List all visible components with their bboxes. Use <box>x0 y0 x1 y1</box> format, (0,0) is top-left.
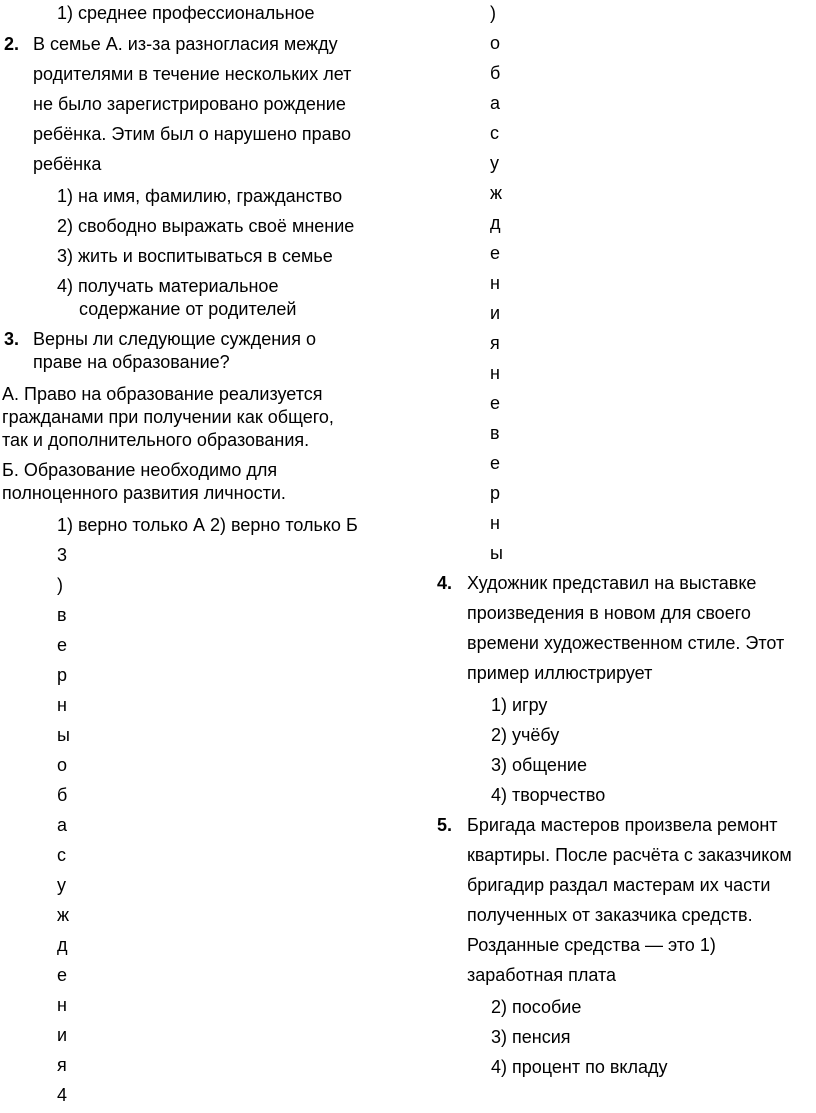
q5-question-line: заработная плата <box>467 965 617 985</box>
q3-vertical-char: ы <box>57 725 70 745</box>
q3-vertical-char: р <box>57 665 68 685</box>
q3-vertical-char: а <box>490 93 501 113</box>
q4-number: 4. <box>437 573 453 593</box>
q2-option-1: 1) на имя, фамилию, гражданство <box>57 186 343 206</box>
q3-vertical-char: н <box>490 513 500 533</box>
q4-option-1: 1) игру <box>491 695 548 715</box>
q4-question-line: произведения в новом для своего <box>467 603 751 623</box>
q3-question-line: Верны ли следующие суждения о <box>33 329 316 349</box>
q3-vertical-char: е <box>57 635 68 655</box>
q2-option-3: 3) жить и воспитываться в семье <box>57 246 333 266</box>
q5-question-line: Розданные средства — это 1) <box>467 935 716 955</box>
q5-question-line: полученных от заказчика средств. <box>467 905 753 925</box>
q3-vertical-char: я <box>490 333 500 353</box>
q5-question-line: бригадир раздал мастерам их части <box>467 875 771 895</box>
q5-question-line: квартиры. После расчёта с заказчиком <box>467 845 792 865</box>
q3-number: 3. <box>4 329 20 349</box>
q3-vertical-char: о <box>57 755 68 775</box>
q3-vertical-char: 4 <box>57 1085 68 1105</box>
q2-question-line: ребёнка. Этим был о нарушено право <box>33 124 352 144</box>
q2-question-line: В семье А. из-за разногласия между <box>33 34 338 54</box>
q3-vertical-char: в <box>57 605 67 625</box>
q3-vertical-char: д <box>57 935 68 955</box>
q3-statement-b: полноценного развития личности. <box>2 483 286 503</box>
q3-vertical-char: а <box>57 815 68 835</box>
q3-question-line: праве на образование? <box>33 352 230 372</box>
q1-option-1: 1) среднее профессиональное <box>57 3 315 23</box>
q3-statement-a: А. Право на образование реализуется <box>2 384 323 404</box>
q3-options-line: 1) верно только А 2) верно только Б <box>57 515 358 535</box>
q3-vertical-char: е <box>57 965 68 985</box>
q3-vertical-char: у <box>57 875 66 895</box>
q3-vertical-char: б <box>57 785 68 805</box>
q4-question-line: Художник представил на выставке <box>467 573 757 593</box>
q5-question-line: Бригада мастеров произвела ремонт <box>467 815 778 835</box>
q2-question-line: не было зарегистрировано рождение <box>33 94 346 114</box>
q3-vertical-char: в <box>490 423 500 443</box>
q3-vertical-char: ж <box>57 905 70 925</box>
q3-vertical-char: с <box>57 845 66 865</box>
q3-vertical-char: н <box>490 363 500 383</box>
q3-vertical-char: с <box>490 123 499 143</box>
q3-statement-a: так и дополнительного образования. <box>2 430 310 450</box>
q2-question-line: ребёнка <box>33 154 102 174</box>
q3-vertical-char: ы <box>490 543 503 563</box>
q2-option-2: 2) свободно выражать своё мнение <box>57 216 355 236</box>
q3-vertical-char: ж <box>490 183 503 203</box>
q3-vertical-char: б <box>490 63 501 83</box>
q3-vertical-char: е <box>490 393 501 413</box>
q5-number: 5. <box>437 815 453 835</box>
q3-vertical-char: н <box>57 695 67 715</box>
q3-vertical-char: е <box>490 453 501 473</box>
q5-option-2: 2) пособие <box>491 997 582 1017</box>
q4-option-2: 2) учёбу <box>491 725 560 745</box>
q4-question-line: пример иллюстрирует <box>467 663 653 683</box>
q4-option-3: 3) общение <box>491 755 587 775</box>
q3-vertical-char: и <box>57 1025 68 1045</box>
q4-question-line: времени художественном стиле. Этот <box>467 633 785 653</box>
q3-vertical-char: е <box>490 243 501 263</box>
q3-vertical-char: и <box>490 303 501 323</box>
q3-vertical-char: ) <box>57 575 63 595</box>
q3-vertical-char: о <box>490 33 501 53</box>
q2-number: 2. <box>4 34 20 54</box>
q5-option-3: 3) пенсия <box>491 1027 571 1047</box>
q3-vertical-char: я <box>57 1055 67 1075</box>
q3-statement-b: Б. Образование необходимо для <box>2 460 278 480</box>
q3-statement-a: гражданами при получении как общего, <box>2 407 334 427</box>
q3-vertical-char: д <box>490 213 501 233</box>
q3-vertical-char: р <box>490 483 501 503</box>
q3-vertical-char: н <box>490 273 500 293</box>
q2-question-line: родителями в течение нескольких лет <box>33 64 352 84</box>
q3-vertical-char: ) <box>490 3 496 23</box>
q2-option-4-continued: содержание от родителей <box>79 299 297 319</box>
q5-option-4: 4) процент по вкладу <box>491 1057 668 1077</box>
q3-vertical-char: у <box>490 153 499 173</box>
q3-vertical-char: 3 <box>57 545 68 565</box>
q3-vertical-char: н <box>57 995 67 1015</box>
q2-option-4: 4) получать материальное <box>57 276 279 296</box>
q4-option-4: 4) творчество <box>491 785 606 805</box>
